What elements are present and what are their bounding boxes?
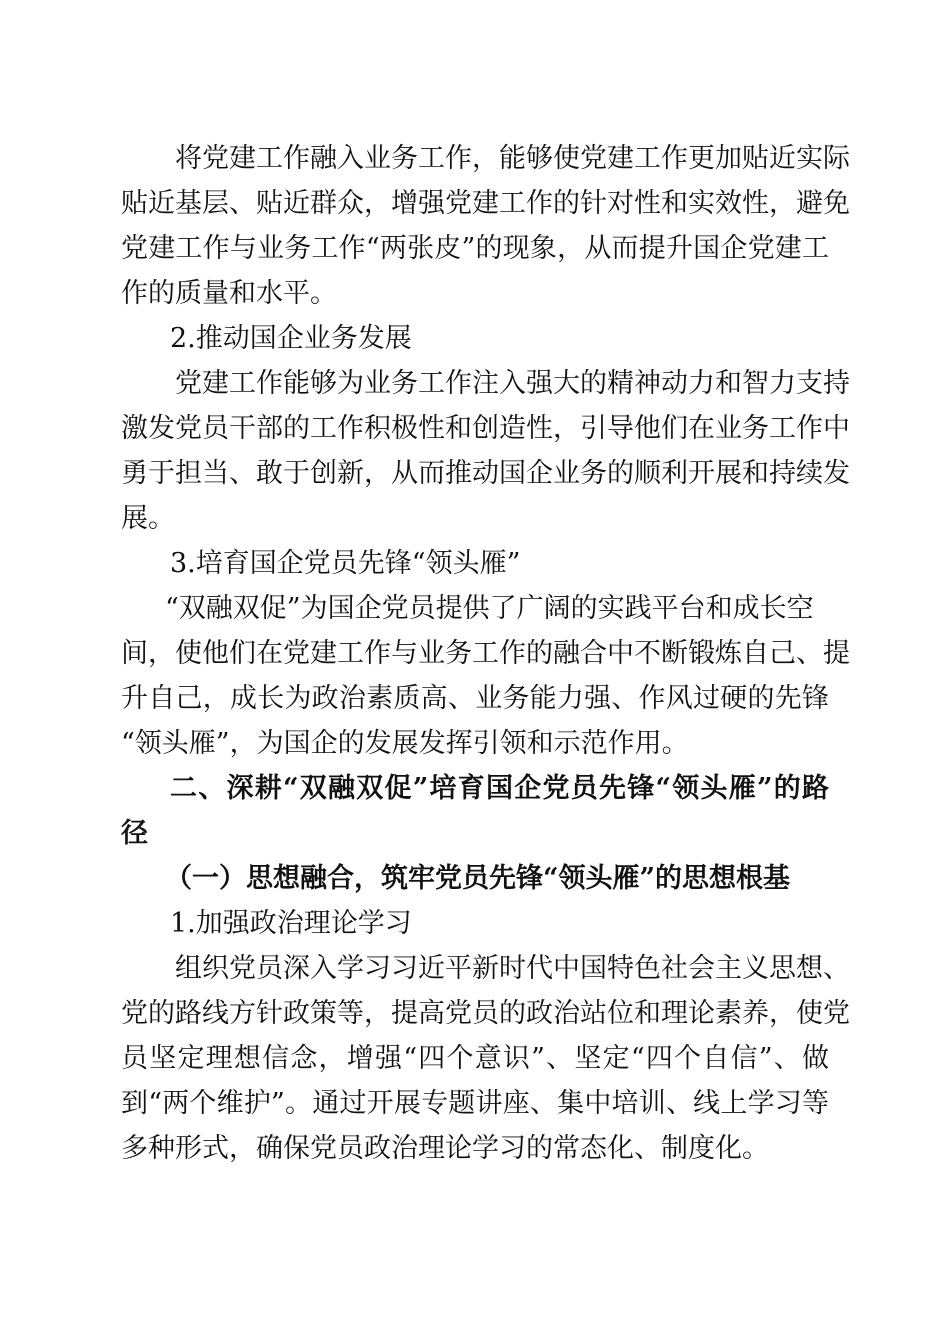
section-heading: 2.推动国企业务发展	[170, 323, 412, 354]
text-line: 展。	[121, 503, 175, 534]
text-line: 多种形式，确保党员政治理论学习的常态化、制度化。	[121, 1133, 769, 1164]
text-line: “双融双促”为国企党员提供了广阔的实践平台和成长空	[165, 593, 814, 624]
section-heading: 3.培育国企党员先锋“领头雁”	[170, 548, 521, 579]
text-line: 党建工作与业务工作“两张皮”的现象，从而提升国企党建工	[121, 233, 829, 264]
subsection-heading: （一）思想融合，筑牢党员先锋“领头雁”的思想根基	[165, 863, 791, 894]
text-line: 作的质量和水平。	[121, 278, 337, 309]
text-line: “领头雁”，为国企的发展发挥引领和示范作用。	[121, 728, 689, 759]
chapter-heading: 径	[121, 818, 148, 849]
section-heading: 1.加强政治理论学习	[170, 908, 412, 939]
text-line: 党建工作能够为业务工作注入强大的精神动力和智力支持	[175, 368, 850, 399]
text-line: 贴近基层、贴近群众，增强党建工作的针对性和实效性，避免	[121, 188, 850, 219]
text-line: 将党建工作融入业务工作，能够使党建工作更加贴近实际	[175, 143, 850, 174]
text-line: 勇于担当、敢于创新，从而推动国企业务的顺利开展和持续发	[121, 458, 850, 489]
text-line: 激发党员干部的工作积极性和创造性，引导他们在业务工作中	[121, 413, 850, 444]
text-line: 到“两个维护”。通过开展专题讲座、集中培训、线上学习等	[121, 1088, 829, 1119]
text-line: 组织党员深入学习习近平新时代中国特色社会主义思想、	[175, 953, 850, 984]
text-line: 党的路线方针政策等，提高党员的政治站位和理论素养，使党	[121, 998, 850, 1029]
text-line: 员坚定理想信念，增强“四个意识”、坚定“四个自信”、做	[121, 1043, 829, 1074]
text-line: 升自己，成长为政治素质高、业务能力强、作风过硬的先锋	[121, 683, 829, 714]
text-line: 间，使他们在党建工作与业务工作的融合中不断锻炼自己、提	[121, 638, 850, 669]
chapter-heading: 二、深耕“双融双促”培育国企党员先锋“领头雁”的路	[170, 773, 829, 804]
